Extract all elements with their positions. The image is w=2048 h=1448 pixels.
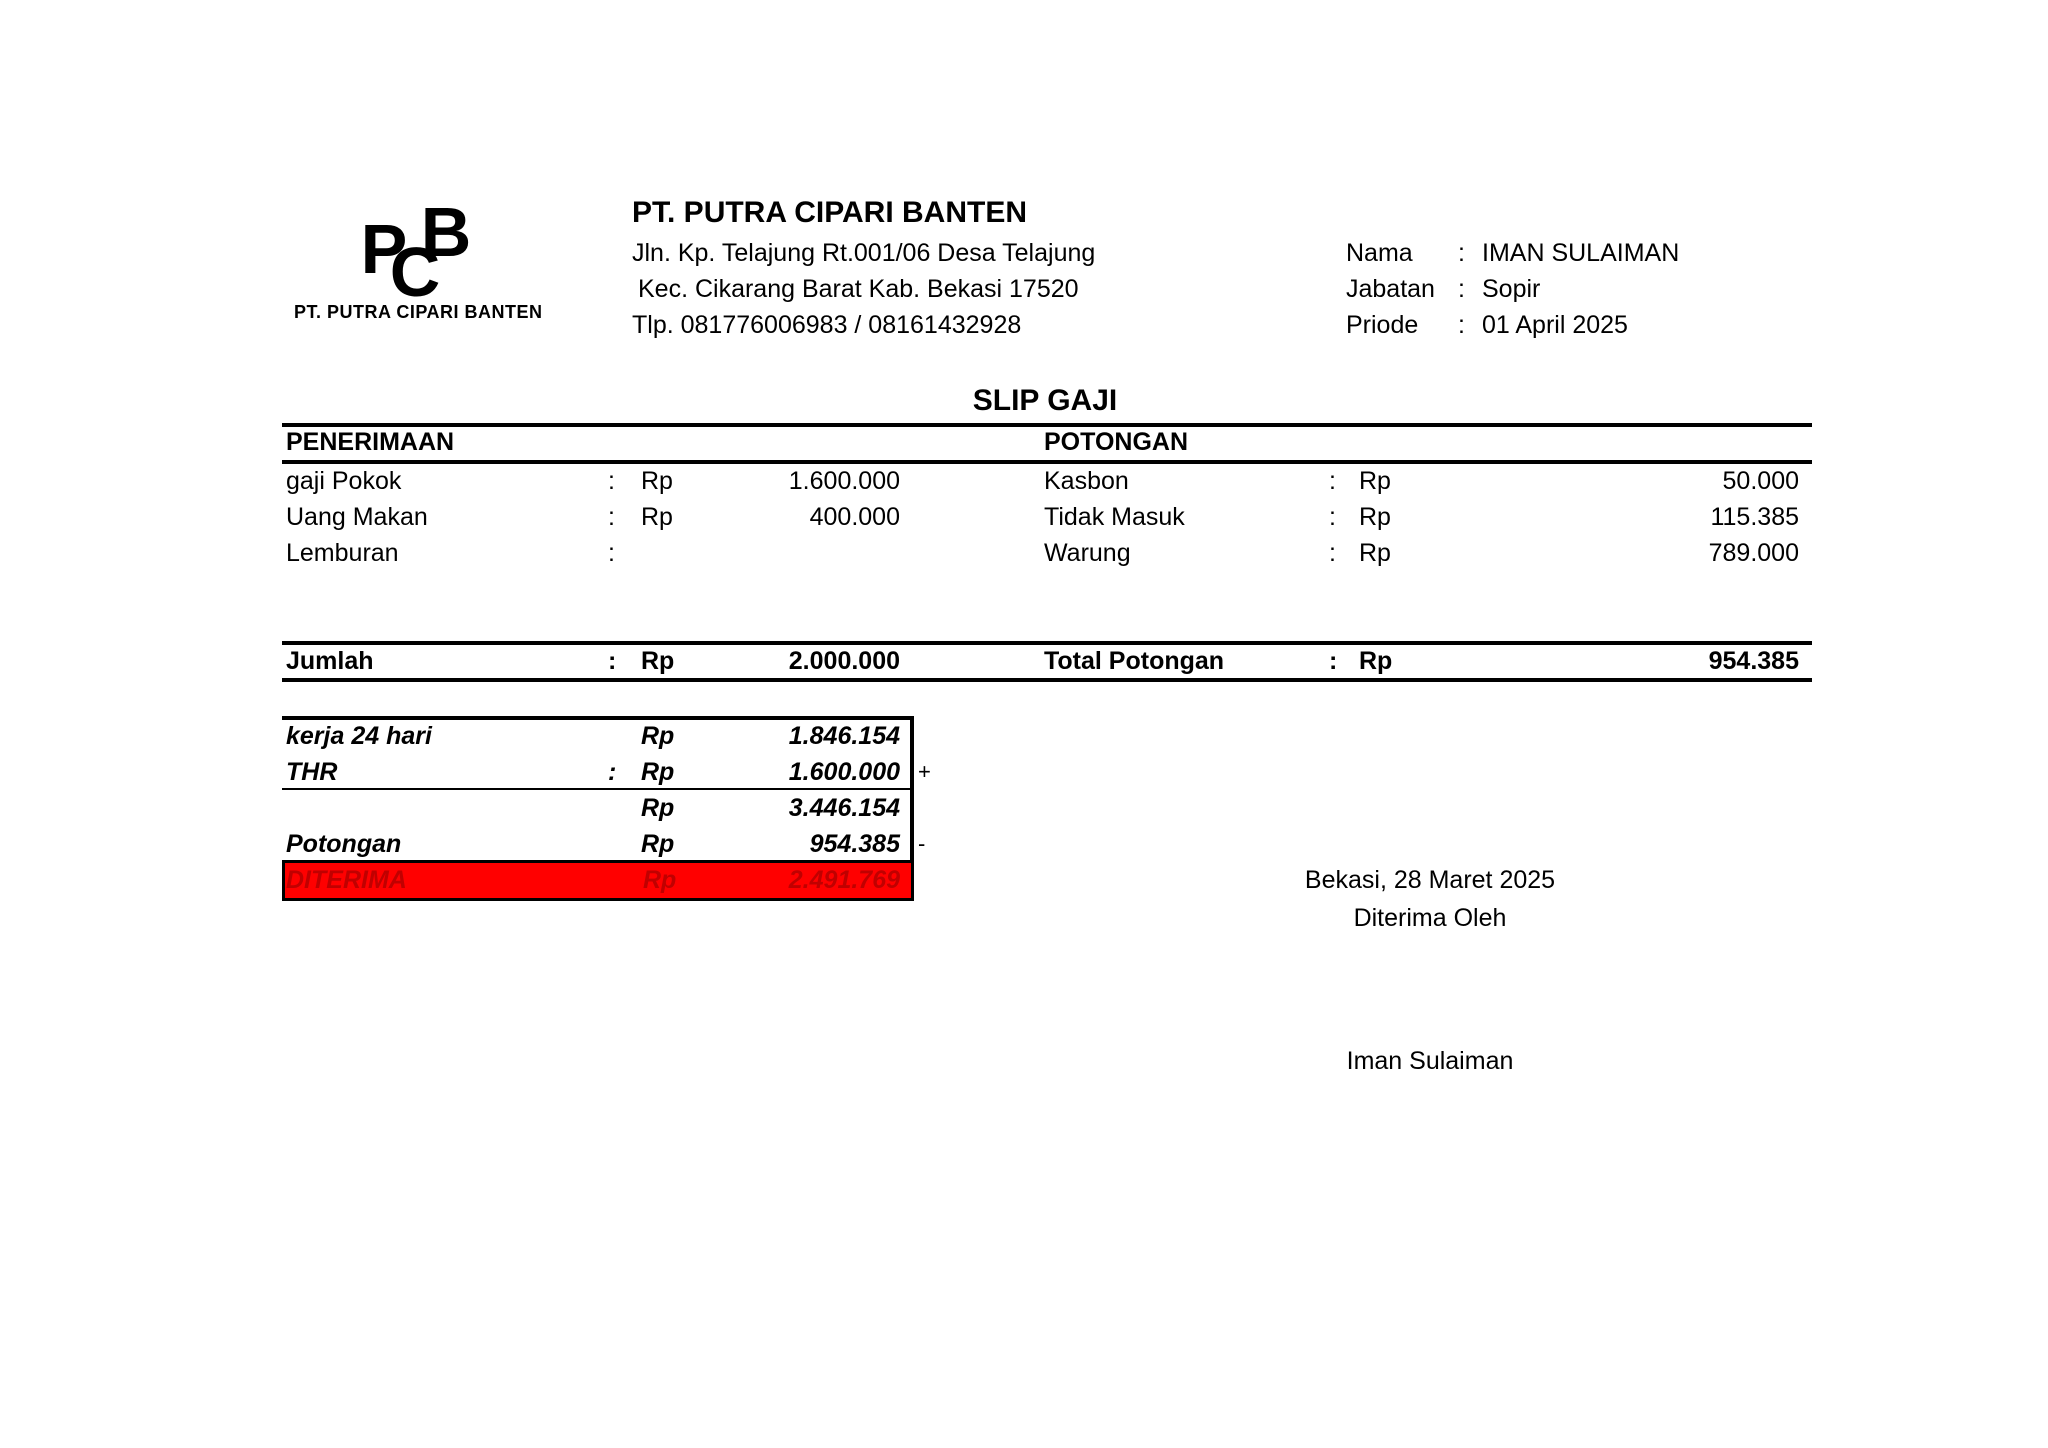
employee-position-sep: :	[1458, 275, 1465, 303]
summary-final-currency: Rp	[643, 866, 677, 894]
employee-position-label: Jabatan	[1346, 275, 1435, 303]
company-address-2: Kec. Cikarang Barat Kab. Bekasi 17520	[638, 275, 1079, 303]
table-total-bottom-border	[282, 678, 1812, 682]
potongan-currency-2: Rp	[1359, 539, 1391, 567]
potongan-total-amount: 954.385	[1708, 647, 1799, 675]
employee-name-label: Nama	[1346, 239, 1413, 267]
signature-place-date: Bekasi, 28 Maret 2025	[1304, 866, 1556, 894]
summary-currency-3: Rp	[641, 830, 675, 858]
company-address-1: Jln. Kp. Telajung Rt.001/06 Desa Telajung	[632, 239, 1096, 267]
potongan-header: POTONGAN	[1044, 428, 1188, 456]
table-header-border	[282, 460, 1812, 464]
potongan-sep-0: :	[1329, 467, 1336, 495]
penerimaan-currency-1: Rp	[641, 503, 673, 531]
employee-period-label: Priode	[1346, 311, 1419, 339]
summary-amount-1: 1.600.000	[788, 758, 900, 786]
logo-letter-b: B	[420, 193, 472, 271]
company-phone: Tlp. 081776006983 / 08161432928	[632, 311, 1022, 339]
penerimaan-sep-0: :	[608, 467, 615, 495]
summary-currency-2: Rp	[641, 794, 675, 822]
potongan-currency-1: Rp	[1359, 503, 1391, 531]
summary-final-label: DITERIMA	[286, 866, 407, 894]
penerimaan-amount-1: 400.000	[809, 503, 900, 531]
summary-label-1: THR	[286, 758, 338, 786]
penerimaan-sep-1: :	[608, 503, 615, 531]
penerimaan-amount-0: 1.600.000	[788, 467, 900, 495]
potongan-currency-0: Rp	[1359, 467, 1391, 495]
penerimaan-sep-2: :	[608, 539, 615, 567]
penerimaan-label-1: Uang Makan	[286, 503, 428, 531]
penerimaan-currency-0: Rp	[641, 467, 673, 495]
employee-name-value: IMAN SULAIMAN	[1482, 239, 1680, 267]
logo-letter-p: P	[360, 210, 408, 288]
potongan-total-sep: :	[1329, 647, 1338, 675]
penerimaan-total-label: Jumlah	[286, 647, 374, 675]
summary-label-0: kerja 24 hari	[286, 722, 432, 750]
penerimaan-label-2: Lemburan	[286, 539, 399, 567]
employee-name-sep: :	[1458, 239, 1465, 267]
summary-amount-3: 954.385	[809, 830, 900, 858]
signature-name: Iman Sulaiman	[1346, 1047, 1514, 1075]
penerimaan-header: PENERIMAAN	[286, 428, 455, 456]
penerimaan-total-sep: :	[608, 647, 617, 675]
potongan-label-1: Tidak Masuk	[1044, 503, 1185, 531]
summary-label-3: Potongan	[286, 830, 402, 858]
potongan-sep-1: :	[1329, 503, 1336, 531]
potongan-amount-1: 115.385	[1710, 503, 1799, 531]
summary-sep-1: :	[608, 758, 617, 786]
potongan-sep-2: :	[1329, 539, 1336, 567]
summary-final-amount: 2.491.769	[788, 866, 900, 894]
potongan-amount-2: 789.000	[1708, 539, 1799, 567]
summary-currency-1: Rp	[641, 758, 675, 786]
employee-period-sep: :	[1458, 311, 1465, 339]
summary-subtotal-line	[282, 788, 910, 790]
summary-op-minus: -	[918, 831, 926, 856]
company-name: PT. PUTRA CIPARI BANTEN	[632, 196, 1028, 229]
employee-period-value: 01 April 2025	[1482, 311, 1628, 339]
penerimaan-label-0: gaji Pokok	[286, 467, 402, 495]
potongan-label-2: Warung	[1044, 539, 1131, 567]
penerimaan-total-amount: 2.000.000	[788, 647, 900, 675]
summary-amount-0: 1.846.154	[788, 722, 900, 750]
summary-currency-0: Rp	[641, 722, 675, 750]
potongan-label-0: Kasbon	[1044, 467, 1129, 495]
potongan-amount-0: 50.000	[1722, 467, 1799, 495]
logo-caption: PT. PUTRA CIPARI BANTEN	[294, 302, 543, 322]
signature-received-by: Diterima Oleh	[1353, 904, 1507, 932]
summary-amount-2: 3.446.154	[788, 794, 900, 822]
potongan-total-currency: Rp	[1359, 647, 1393, 675]
employee-position-value: Sopir	[1482, 275, 1541, 303]
slip-title: SLIP GAJI	[972, 384, 1118, 417]
penerimaan-total-currency: Rp	[641, 647, 675, 675]
summary-op-plus: +	[918, 759, 931, 784]
logo-letter-c: C	[389, 233, 441, 311]
potongan-total-label: Total Potongan	[1044, 647, 1225, 675]
